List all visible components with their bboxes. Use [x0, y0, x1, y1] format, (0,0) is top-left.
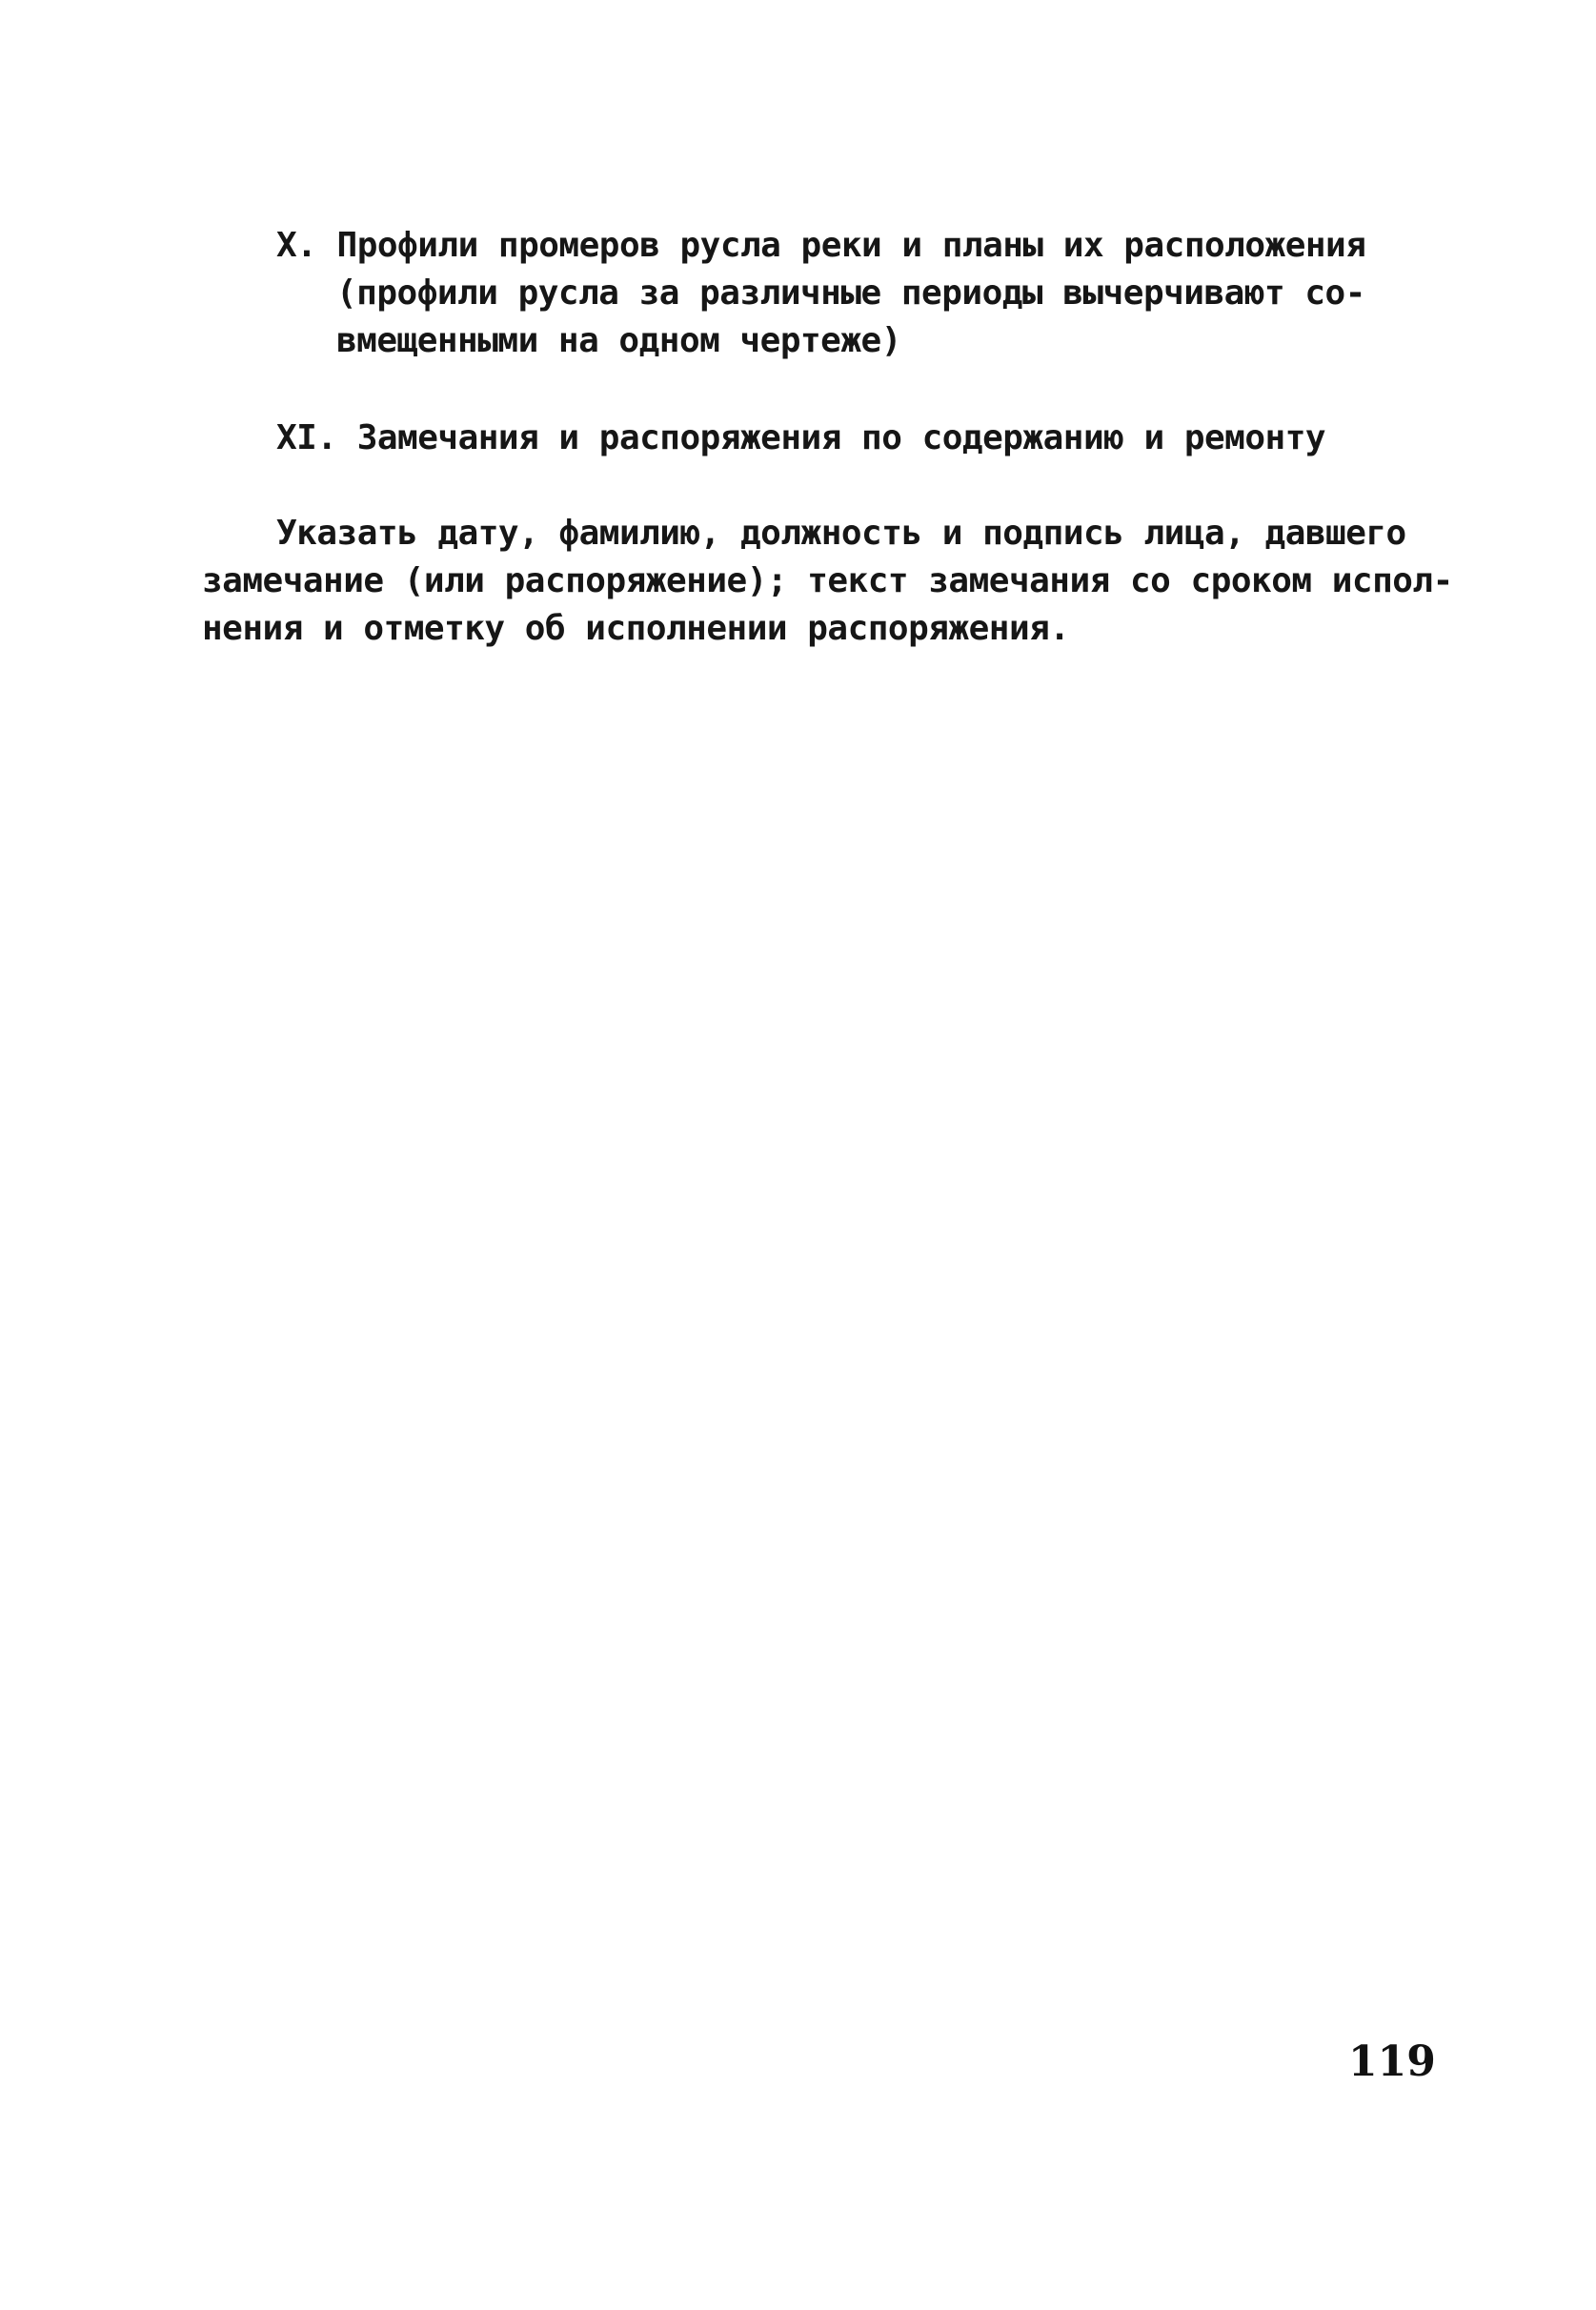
paragraph-line-3: нения и отметку об исполнении распоряжения.: [202, 609, 1070, 648]
section-x-line-2: (профили русла за различные периоды вычерчивают со-: [336, 274, 1365, 313]
section-xi-heading: XI. Замечания и распоряжения по содержанию и ремонту: [276, 418, 1326, 457]
section-x-line-1: X. Профили промеров русла реки и планы их расположения: [276, 226, 1366, 265]
page-number: 119: [1348, 2037, 1436, 2086]
paragraph-line-1: Указать дату, фамилию, должность и подпись лица, давшего: [276, 514, 1406, 553]
paragraph-line-2: замечание (или распоряжение); текст замечания со сроком испол-: [202, 561, 1453, 600]
section-x-line-3: вмещенными на одном чертеже): [336, 321, 901, 360]
